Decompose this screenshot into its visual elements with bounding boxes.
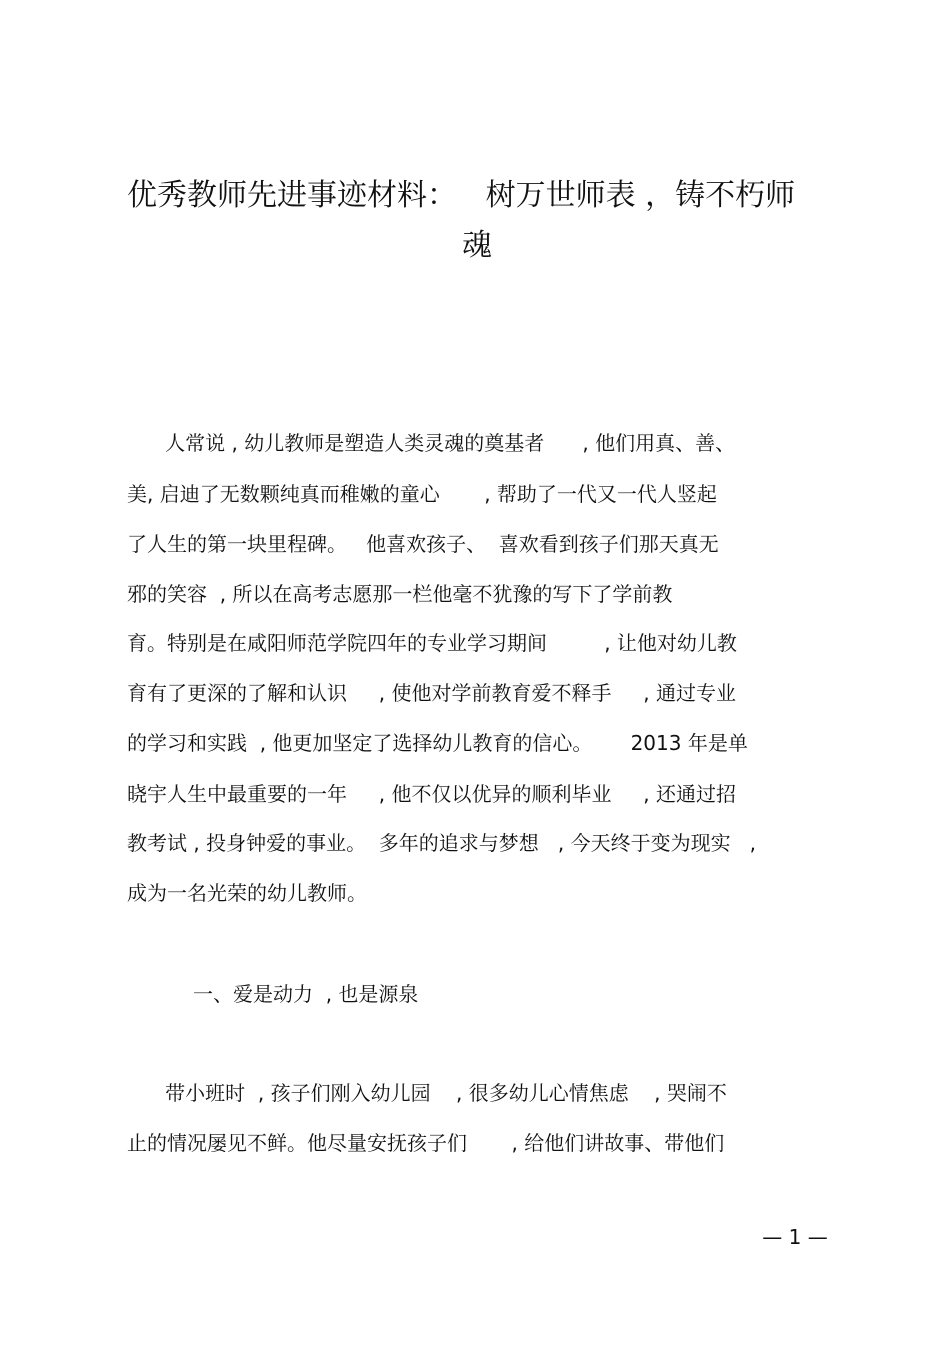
document-title-line-1: 优秀教师先进事迹材料： 树万世师表 ，铸不朽师 xyxy=(127,178,796,213)
text-line: 带小班时 , 孩子们刚入幼儿园 , 很多幼儿心情焦虑 , 哭闹不 xyxy=(127,1081,727,1105)
text-line: 晓宇人生中最重要的一年 , 他不仅以优异的顺利毕业 , 还通过招 xyxy=(127,782,737,806)
page-number: — 1 — xyxy=(762,1225,828,1249)
text-line: 邪的笑容 , 所以在高考志愿那一栏他毫不犹豫的写下了学前教 xyxy=(127,582,673,606)
text-line: 止的情况屡见不鲜。他尽量安抚孩子们 , 给他们讲故事、带他们 xyxy=(127,1131,725,1155)
text-line: 教考试 , 投身钟爱的事业。 多年的追求与梦想 , 今天终于变为现实 , xyxy=(127,831,757,855)
text-line: 育有了更深的了解和认识 , 使他对学前教育爱不释手 , 通过专业 xyxy=(127,681,737,705)
document-title-line-2: 魂 xyxy=(462,228,492,263)
section-heading: 一、爱是动力 , 也是源泉 xyxy=(193,982,419,1006)
text-line: 美, 启迪了无数颗纯真而稚嫩的童心 , 帮助了一代又一代人竖起 xyxy=(127,482,717,506)
text-line: 人常说 , 幼儿教师是塑造人类灵魂的奠基者 , 他们用真、善、 xyxy=(127,431,736,455)
text-line: 成为一名光荣的幼儿教师。 xyxy=(127,881,367,905)
text-line: 育。特别是在咸阳师范学院四年的专业学习期间 , 让他对幼儿教 xyxy=(127,631,737,655)
text-line: 了人生的第一块里程碑。 他喜欢孩子、 喜欢看到孩子们那天真无 xyxy=(127,532,719,556)
text-line: 的学习和实践 , 他更加坚定了选择幼儿教育的信心。 2013 年是单 xyxy=(127,731,748,755)
